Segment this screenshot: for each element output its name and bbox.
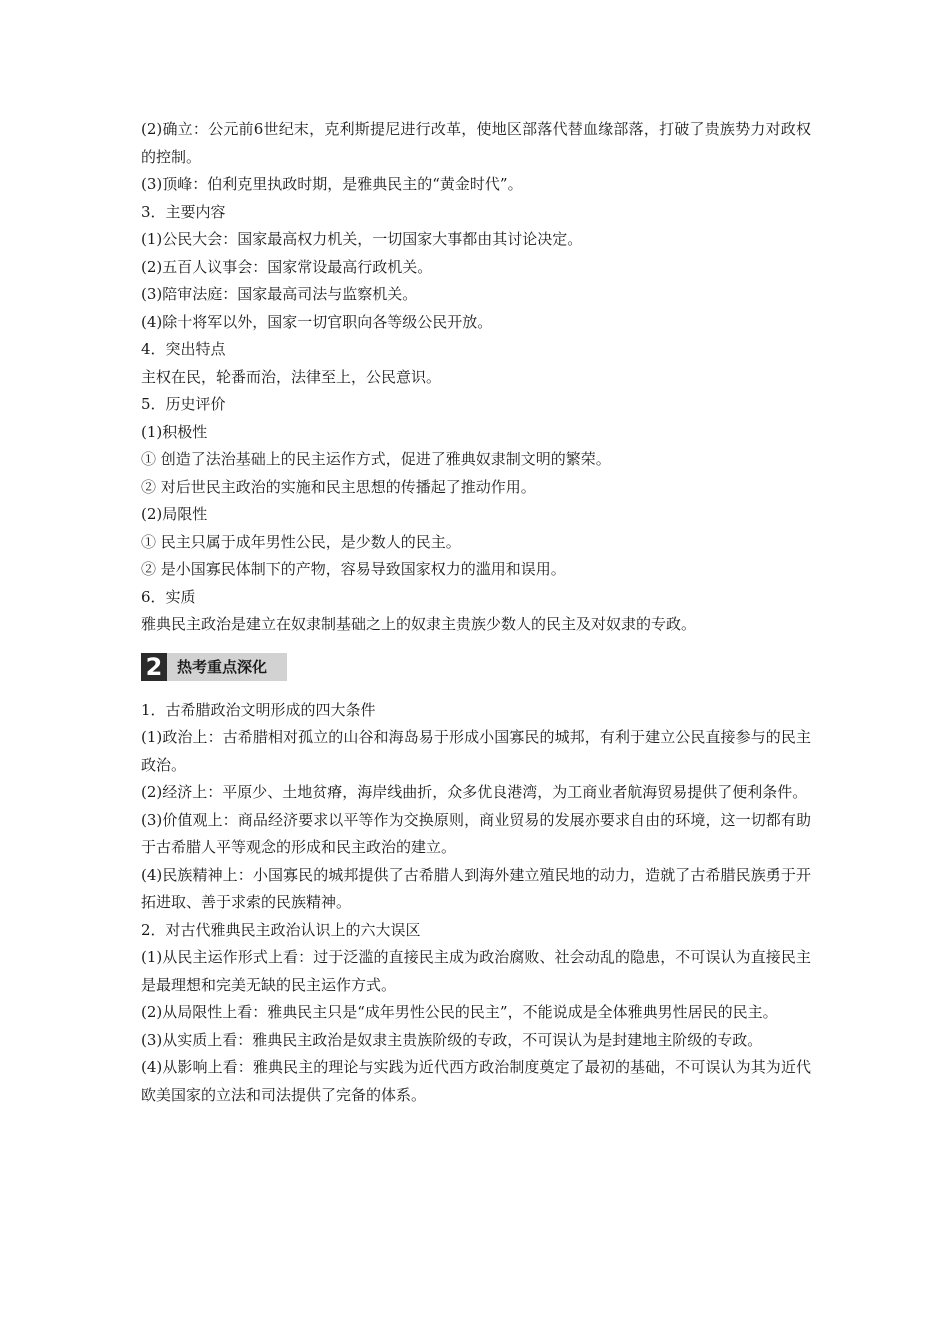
paragraph: (1)公民大会：国家最高权力机关，一切国家大事都由其讨论决定。 (141, 230, 583, 248)
paragraph: (4)民族精神上：小国寡民的城邦提供了古希腊人到海外建立殖民地的动力，造就了古希腊民族勇于开拓进取、善于求索的民族精神。 (141, 865, 811, 911)
subheading: 3．主要内容 (141, 202, 226, 221)
subheading: 5．历史评价 (141, 395, 226, 413)
paragraph: (2)局限性 (141, 505, 208, 523)
paragraph: 雅典民主政治是建立在奴隶制基础之上的奴隶主贵族少数人的民主及对奴隶的专政。 (141, 615, 697, 633)
list-item: ① 创造了法治基础上的民主运作方式，促进了雅典奴隶制文明的繁荣。 (141, 450, 611, 468)
paragraph: (2)确立：公元前6世纪末，克利斯提尼进行改革，使地区部落代替血缘部落，打破了贵族势力对政权的控制。 (141, 120, 811, 166)
section-heading (141, 653, 811, 681)
subheading: 2．对古代雅典民主政治认识上的六大误区 (141, 920, 421, 939)
list-item: ② 是小国寡民体制下的产物，容易导致国家权力的滥用和误用。 (141, 560, 566, 578)
paragraph: (1)从民主运作形式上看：过于泛滥的直接民主成为政治腐败、社会动乱的隐患，不可误认为直接民主是最理想和完美无缺的民主运作方式。 (141, 948, 811, 994)
subheading: 4．突出特点 (141, 340, 226, 358)
section-number-badge: 2 (141, 653, 167, 681)
paragraph: (4)从影响上看：雅典民主的理论与实践为近代西方政治制度奠定了最初的基础，不可误认为其为近代欧美国家的立法和司法提供了完备的体系。 (141, 1058, 811, 1104)
subheading: 1．古希腊政治文明形成的四大条件 (141, 700, 376, 719)
paragraph: (3)价值观上：商品经济要求以平等作为交换原则，商业贸易的发展亦要求自由的环境，这一切都有助于古希腊人平等观念的形成和民主政治的建立。 (141, 810, 811, 856)
section-title: 热考重点深化 (167, 653, 287, 681)
paragraph: (3)从实质上看：雅典民主政治是奴隶主贵族阶级的专政，不可误认为是封建地主阶级的专政。 (141, 1030, 763, 1049)
paragraph: (2)从局限性上看：雅典民主只是“成年男性公民的民主”，不能说成是全体雅典男性居民的民主。 (141, 1003, 778, 1021)
list-item: ② 对后世民主政治的实施和民主思想的传播起了推动作用。 (141, 477, 536, 496)
subheading: 6．实质 (141, 587, 196, 606)
paragraph: (2)经济上：平原少、土地贫瘠，海岸线曲折，众多优良港湾，为工商业者航海贸易提供了便利条件。 (141, 783, 808, 801)
content-column (141, 116, 811, 1109)
paragraph: 主权在民，轮番而治，法律至上，公民意识。 (141, 367, 442, 386)
paragraph: (1)积极性 (141, 422, 208, 441)
paragraph: (3)陪审法庭：国家最高司法与监察机关。 (141, 285, 418, 303)
paragraph: (4)除十将军以外，国家一切官职向各等级公民开放。 (141, 312, 493, 331)
paragraph: (1)政治上：古希腊相对孤立的山谷和海岛易于形成小国寡民的城邦，有利于建立公民直接参与的民主政治。 (141, 728, 811, 774)
paragraph: (3)顶峰：伯利克里执政时期，是雅典民主的“黄金时代”。 (141, 175, 523, 193)
paragraph: (2)五百人议事会：国家常设最高行政机关。 (141, 257, 433, 276)
list-item: ① 民主只属于成年男性公民，是少数人的民主。 (141, 532, 461, 551)
